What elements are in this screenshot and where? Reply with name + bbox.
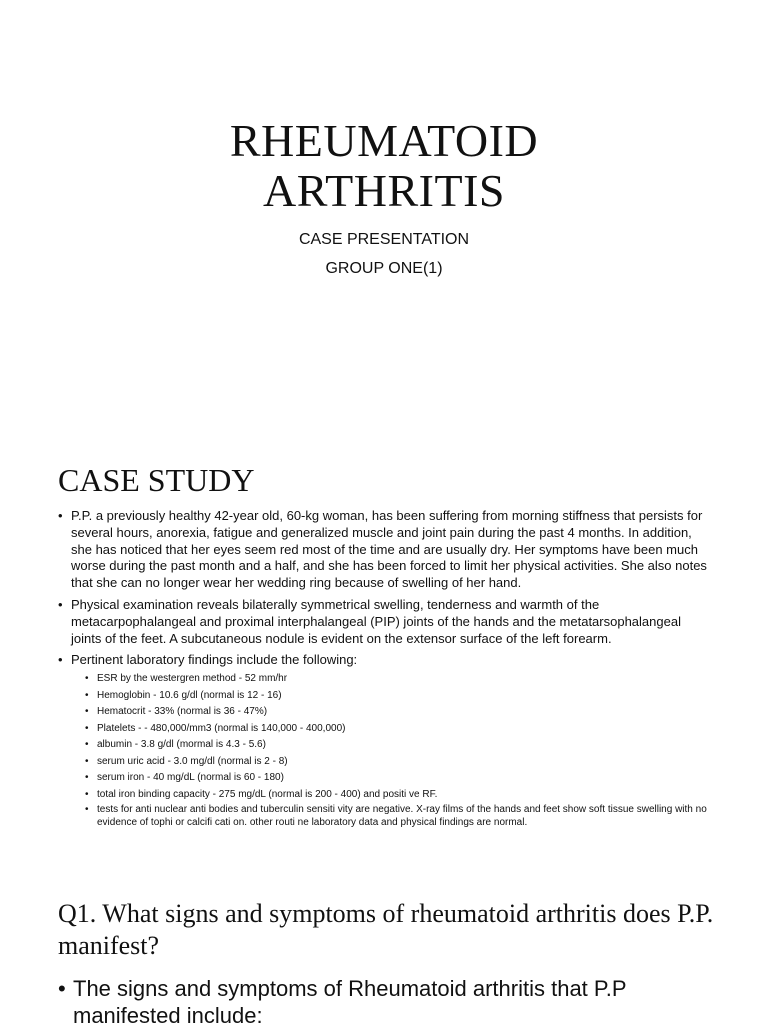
- lab-finding-item: • albumin - 3.8 g/dl (mormal is 4.3 - 5.6): [85, 737, 708, 754]
- lab-finding-item: • Platelets - - 480,000/mm3 (normal is 140,000 - 400,000): [85, 721, 708, 738]
- lab-findings-list: [85, 671, 708, 829]
- subtitle-group: GROUP ONE(1): [325, 260, 443, 277]
- lab-finding-item: • Hematocrit - 33% (normal is 36 - 47%): [85, 704, 708, 721]
- answer-list: [58, 975, 718, 1029]
- lab-findings-intro: Pertinent laboratory findings include the following:: [71, 652, 358, 668]
- title-slide: [0, 0, 768, 440]
- presentation-title: [0, 116, 768, 216]
- lab-finding-item: • Hemoglobin - 10.6 g/dl (normal is 12 - 16): [85, 688, 708, 705]
- physical-exam-bullet: • Physical examination reveals bilaterally symmetrical swelling, tenderness and warmth of the metacarpophalangeal and proximal interphalangeal (PIP) joints of the hands and the metatarsophalangeal joints of the feet. A subcutaneous nodule is evident on the extensor surface of the left forearm.: [58, 597, 708, 647]
- lab-finding-item: • ESR by the westergren method - 52 mm/hr: [85, 671, 708, 688]
- title-line-2: ARTHRITIS: [263, 165, 505, 216]
- title-line-1: RHEUMATOID: [229, 115, 539, 166]
- question-heading: Q1. What signs and symptoms of rheumatoid arthritis does P.P. manifest?: [58, 899, 714, 960]
- answer-bullet: • The signs and symptoms of Rheumatoid arthritis that P.P manifested include:: [58, 975, 718, 1029]
- lab-finding-item: • total iron binding capacity - 275 mg/dL (normal is 200 - 400) and positi ve RF.: [85, 787, 708, 804]
- case-study-bullets: [58, 508, 708, 834]
- lab-finding-item: • serum iron - 40 mg/dL (normal is 60 - 180): [85, 770, 708, 787]
- lab-finding-item: • serum uric acid - 3.0 mg/dl (normal is 2 - 8): [85, 754, 708, 771]
- lab-findings-bullet: [58, 652, 708, 829]
- case-description-bullet: • P.P. a previously healthy 42-year old, 60-kg woman, has been suffering from morning stiffness that persists for several hours, anorexia, fatigue and generalized muscle and joint pain during the past 4 months. In addition, she has noticed that her eyes seem red most of the time and are usually dry. Her symptoms have been much worse during the past month and a half, and she has been forced to limit her physical activities. She also notes that she can no longer wear her wedding ring because of swelling of her hand.: [58, 508, 708, 592]
- case-study-heading: CASE STUDY: [58, 462, 255, 498]
- lab-finding-item: • tests for anti nuclear anti bodies and tuberculin sensiti vity are negative. X-ray films of the hands and feet show soft tissue swelling with no evidence of tophi or calcifi cati on. other routi ne laboratory data and physical findings are normal.: [85, 803, 708, 829]
- subtitle-case-presentation: CASE PRESENTATION: [298, 231, 470, 248]
